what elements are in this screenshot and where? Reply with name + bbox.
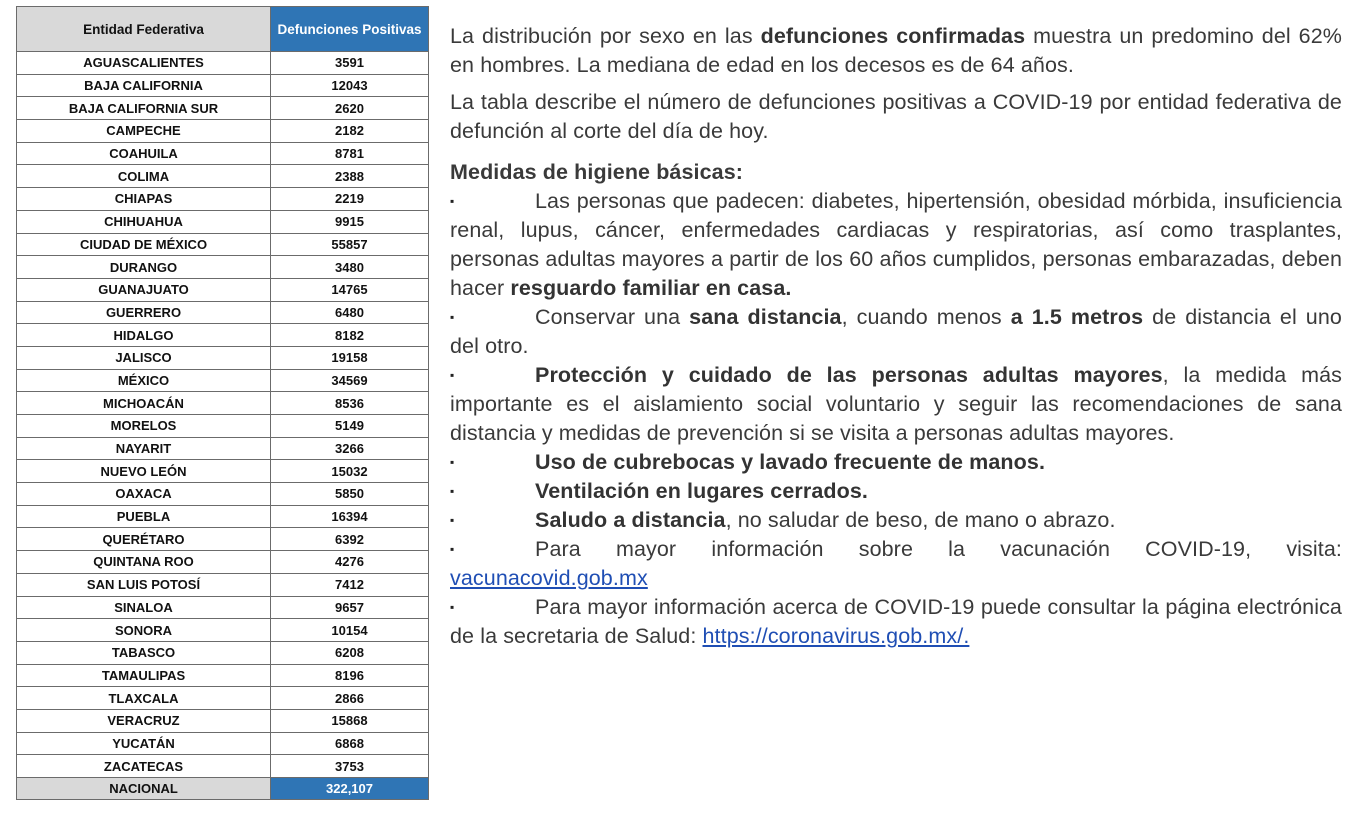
deaths-cell: 14765 (271, 278, 429, 301)
entity-cell: PUEBLA (17, 505, 271, 528)
deaths-by-state-table (16, 6, 429, 800)
vaccination-link[interactable]: vacunacovid.gob.mx (450, 566, 648, 590)
entity-cell: YUCATÁN (17, 732, 271, 755)
entity-cell: VERACRUZ (17, 709, 271, 732)
table-row (17, 74, 429, 97)
table-row (17, 324, 429, 347)
deaths-cell: 16394 (271, 505, 429, 528)
deaths-cell: 2866 (271, 687, 429, 710)
bullet-icon: ▪ (450, 310, 455, 324)
deaths-cell: 55857 (271, 233, 429, 256)
deaths-cell: 7412 (271, 573, 429, 596)
table-row (17, 755, 429, 778)
deaths-cell: 12043 (271, 74, 429, 97)
table-row (17, 641, 429, 664)
bullet-vulnerable-groups: ▪ Las personas que padecen: diabetes, hipertensión, obesidad mórbida, insuficiencia renal, lupus, cáncer, enfermedades cardiacas y respiratorias, así como trasplantes, personas adultas mayores a partir de los 60 años cumplidos, personas embarazadas, deben hacer resguardo familiar en casa. (450, 189, 1342, 300)
coronavirus-link[interactable]: https://coronavirus.gob.mx/. (702, 624, 970, 648)
entity-cell: SONORA (17, 619, 271, 642)
deaths-cell: 15868 (271, 709, 429, 732)
deaths-cell: 6868 (271, 732, 429, 755)
entity-cell: MICHOACÁN (17, 392, 271, 415)
table-row (17, 664, 429, 687)
entity-cell: OAXACA (17, 483, 271, 506)
table-row (17, 369, 429, 392)
table-row (17, 392, 429, 415)
deaths-cell: 2620 (271, 97, 429, 120)
bullet-elderly-protection: ▪ Protección y cuidado de las personas adultas mayores, la medida más importante es el aislamiento social voluntario y seguir las recomendaciones de sana distancia y medidas de prevención si se visita a personas adultas mayores. (450, 363, 1342, 445)
table-row (17, 278, 429, 301)
deaths-cell: 6480 (271, 301, 429, 324)
entity-cell: BAJA CALIFORNIA (17, 74, 271, 97)
table-row (17, 551, 429, 574)
table-row (17, 596, 429, 619)
deaths-cell: 19158 (271, 346, 429, 369)
entity-cell: TLAXCALA (17, 687, 271, 710)
entity-cell: ZACATECAS (17, 755, 271, 778)
bullet-icon: ▪ (450, 455, 455, 469)
table-row (17, 256, 429, 279)
deaths-cell: 6392 (271, 528, 429, 551)
deaths-cell: 9915 (271, 210, 429, 233)
entity-cell: JALISCO (17, 346, 271, 369)
entity-cell: QUINTANA ROO (17, 551, 271, 574)
table-header-row (17, 7, 429, 52)
hygiene-heading: Medidas de higiene básicas: (450, 160, 744, 184)
deaths-cell: 8196 (271, 664, 429, 687)
table-row (17, 120, 429, 143)
total-label: NACIONAL (17, 778, 271, 800)
deaths-cell: 3480 (271, 256, 429, 279)
entity-cell: CIUDAD DE MÉXICO (17, 233, 271, 256)
table-body (17, 52, 429, 778)
entity-cell: CAMPECHE (17, 120, 271, 143)
table-row (17, 415, 429, 438)
deaths-cell: 8182 (271, 324, 429, 347)
entity-cell: QUERÉTARO (17, 528, 271, 551)
table-description-paragraph: La tabla describe el número de defunciones positivas a COVID-19 por entidad federativa de defunción al corte del día de hoy. (450, 90, 1342, 143)
table-row (17, 573, 429, 596)
entity-cell: CHIHUAHUA (17, 210, 271, 233)
table-row (17, 505, 429, 528)
table-row (17, 346, 429, 369)
entity-cell: AGUASCALIENTES (17, 52, 271, 75)
bullet-icon: ▪ (450, 600, 455, 614)
deaths-cell: 2182 (271, 120, 429, 143)
table-row (17, 233, 429, 256)
table-row (17, 301, 429, 324)
deaths-cell: 2388 (271, 165, 429, 188)
entity-cell: SAN LUIS POTOSÍ (17, 573, 271, 596)
deaths-cell: 5850 (271, 483, 429, 506)
table-row (17, 437, 429, 460)
table-row (17, 165, 429, 188)
header-deaths: Defunciones Positivas (271, 7, 429, 52)
table-row (17, 142, 429, 165)
deaths-by-state-table-container (16, 6, 428, 800)
table-row (17, 97, 429, 120)
bullet-icon: ▪ (450, 194, 455, 208)
bullet-greeting: ▪ Saludo a distancia, no saludar de beso, de mano o abrazo. (450, 506, 1342, 535)
header-entity: Entidad Federativa (17, 7, 271, 52)
deaths-cell: 15032 (271, 460, 429, 483)
total-value: 322,107 (271, 778, 429, 800)
deaths-cell: 5149 (271, 415, 429, 438)
table-row (17, 528, 429, 551)
entity-cell: NAYARIT (17, 437, 271, 460)
bullet-icon: ▪ (450, 368, 455, 382)
deaths-cell: 9657 (271, 596, 429, 619)
deaths-cell: 3753 (271, 755, 429, 778)
bullet-icon: ▪ (450, 484, 455, 498)
table-row (17, 210, 429, 233)
table-row (17, 460, 429, 483)
deaths-cell: 2219 (271, 188, 429, 211)
entity-cell: CHIAPAS (17, 188, 271, 211)
entity-cell: BAJA CALIFORNIA SUR (17, 97, 271, 120)
bullet-covid-info: ▪ Para mayor información acerca de COVID-19 puede consultar la página electrónica de la secretaria de Salud: https://coronavirus.gob.mx/. (450, 595, 1342, 648)
entity-cell: HIDALGO (17, 324, 271, 347)
deaths-cell: 3266 (271, 437, 429, 460)
entity-cell: GUERRERO (17, 301, 271, 324)
table-row (17, 709, 429, 732)
entity-cell: MORELOS (17, 415, 271, 438)
table-row (17, 52, 429, 75)
entity-cell: GUANAJUATO (17, 278, 271, 301)
table-total-row (17, 778, 429, 800)
table-row (17, 619, 429, 642)
sex-distribution-paragraph: La distribución por sexo en las defunciones confirmadas muestra un predomino del 62% en hombres. La mediana de edad en los decesos es de 64 años. (450, 24, 1342, 77)
bullet-vaccination-info: ▪ Para mayor información sobre la vacunación COVID-19, visita: vacunacovid.gob.mx (450, 537, 1342, 590)
entity-cell: COAHUILA (17, 142, 271, 165)
table-row (17, 188, 429, 211)
entity-cell: DURANGO (17, 256, 271, 279)
deaths-cell: 8781 (271, 142, 429, 165)
deaths-cell: 10154 (271, 619, 429, 642)
table-row (17, 687, 429, 710)
entity-cell: TAMAULIPAS (17, 664, 271, 687)
bullet-icon: ▪ (450, 542, 455, 556)
entity-cell: MÉXICO (17, 369, 271, 392)
deaths-cell: 8536 (271, 392, 429, 415)
deaths-cell: 4276 (271, 551, 429, 574)
entity-cell: SINALOA (17, 596, 271, 619)
bullet-masks: ▪ Uso de cubrebocas y lavado frecuente de manos. (450, 448, 1342, 477)
entity-cell: TABASCO (17, 641, 271, 664)
table-row (17, 483, 429, 506)
entity-cell: COLIMA (17, 165, 271, 188)
info-text (450, 22, 1342, 651)
deaths-cell: 3591 (271, 52, 429, 75)
table-row (17, 732, 429, 755)
deaths-cell: 6208 (271, 641, 429, 664)
entity-cell: NUEVO LEÓN (17, 460, 271, 483)
bullet-ventilation: ▪ Ventilación en lugares cerrados. (450, 477, 1342, 506)
bullet-healthy-distance: ▪ Conservar una sana distancia, cuando menos a 1.5 metros de distancia el uno del otro. (450, 305, 1342, 358)
bullet-icon: ▪ (450, 513, 455, 527)
deaths-cell: 34569 (271, 369, 429, 392)
